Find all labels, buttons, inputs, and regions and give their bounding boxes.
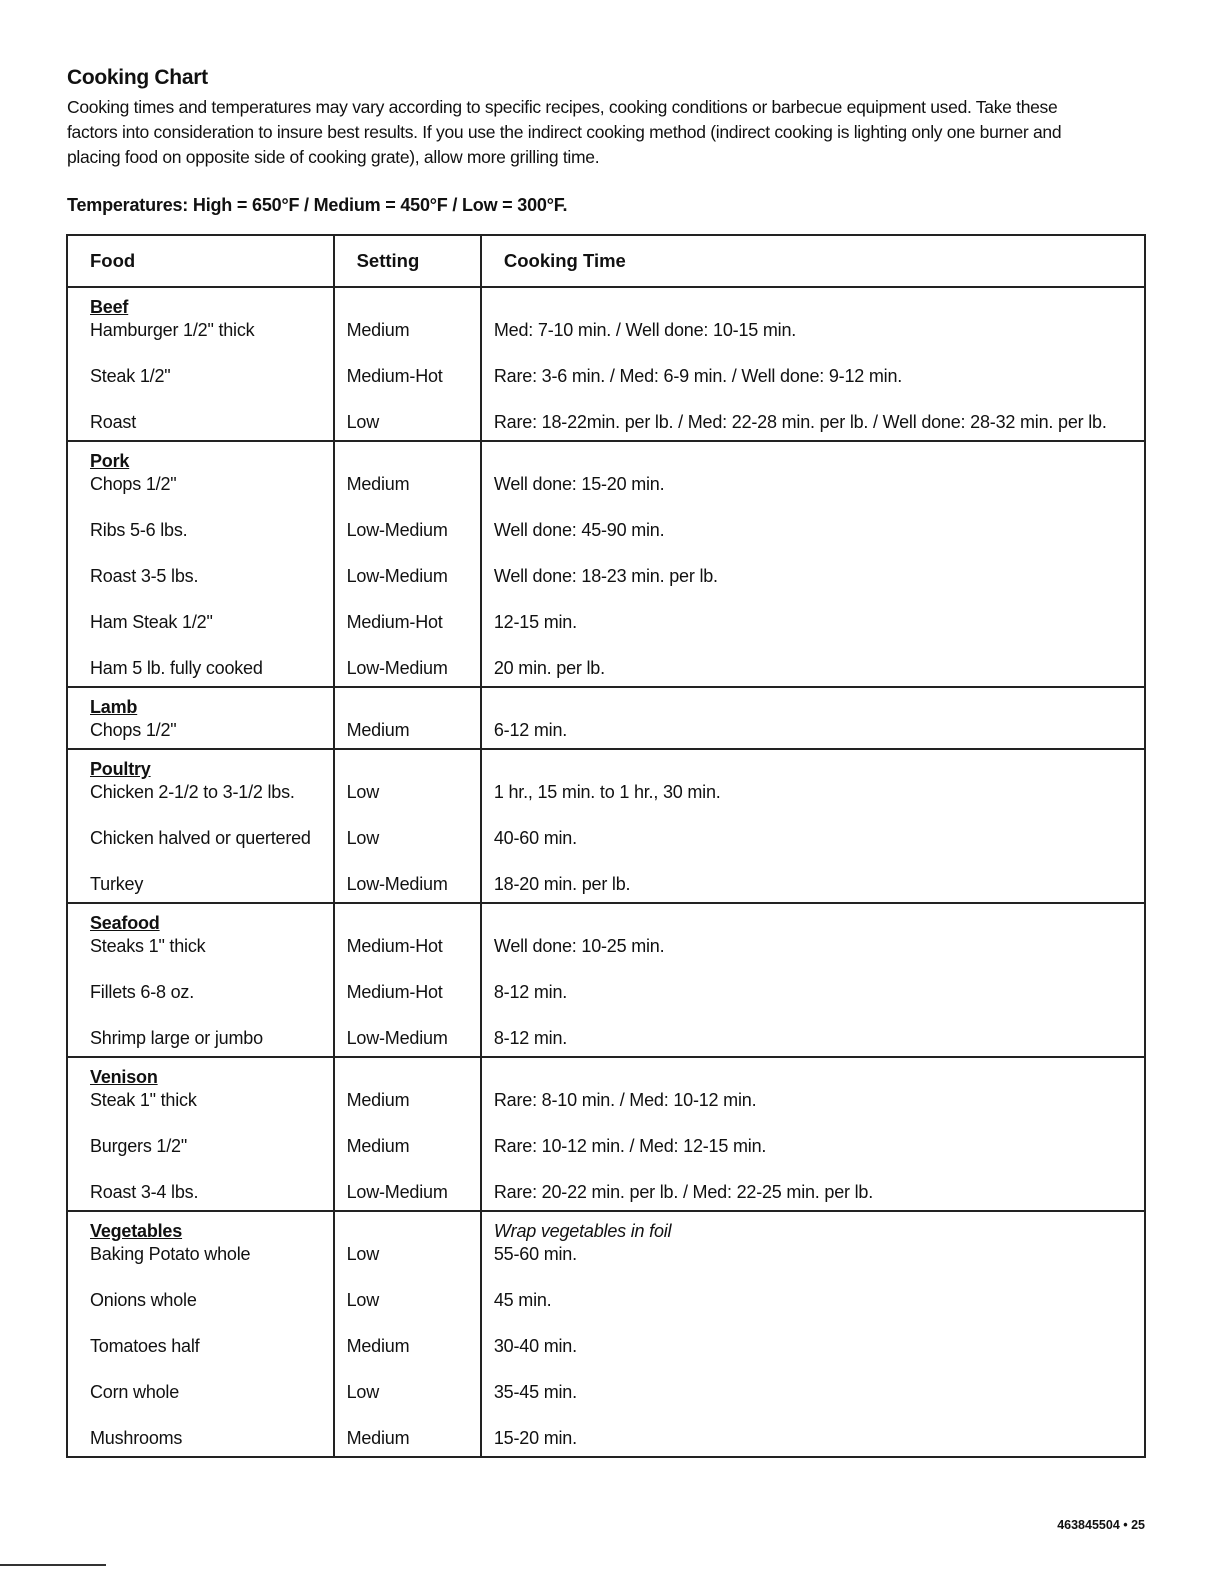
food-item: Corn whole bbox=[90, 1382, 180, 1402]
setting-cell bbox=[334, 749, 481, 903]
food-item: Roast 3-4 lbs. bbox=[90, 1182, 199, 1202]
cooking-time-value: 12-15 min. bbox=[493, 612, 577, 632]
food-item: Roast 3-5 lbs. bbox=[90, 566, 199, 586]
cooking-time-value: Well done: 45-90 min. bbox=[493, 520, 665, 540]
divider bbox=[0, 1564, 106, 1566]
setting-value: Low-Medium bbox=[346, 874, 448, 894]
setting-value: Low bbox=[346, 828, 379, 848]
setting-value: Low bbox=[346, 1244, 379, 1264]
food-item: Hamburger 1/2" thick bbox=[90, 320, 255, 340]
food-item: Ham Steak 1/2" bbox=[90, 612, 213, 632]
setting-value: Low-Medium bbox=[346, 1028, 448, 1048]
setting-value: Low bbox=[346, 412, 379, 432]
food-cell bbox=[67, 287, 334, 441]
setting-cell bbox=[334, 287, 481, 441]
food-item: Burgers 1/2" bbox=[90, 1136, 188, 1156]
intro-paragraph bbox=[67, 95, 1152, 170]
food-item: Chicken 2-1/2 to 3-1/2 lbs. bbox=[90, 782, 295, 802]
category-heading: Beef bbox=[90, 297, 129, 317]
cooking-time-value: 1 hr., 15 min. to 1 hr., 30 min. bbox=[493, 782, 721, 802]
setting-value: Medium-Hot bbox=[346, 982, 443, 1002]
setting-value: Medium-Hot bbox=[346, 612, 443, 632]
food-cell bbox=[67, 1211, 334, 1457]
cooking-time-value: 6-12 min. bbox=[493, 720, 568, 740]
setting-value: Medium bbox=[346, 1336, 410, 1356]
page-footer: 463845504 • 25 bbox=[1057, 1518, 1145, 1532]
header-setting: Setting bbox=[334, 235, 481, 287]
cooking-time-value: 35-45 min. bbox=[493, 1382, 577, 1402]
cooking-time-value: 30-40 min. bbox=[493, 1336, 577, 1356]
cooking-time-value: 8-12 min. bbox=[493, 1028, 568, 1048]
food-item: Chicken halved or quertered bbox=[90, 828, 311, 848]
setting-cell bbox=[334, 687, 481, 749]
cooking-time-cell bbox=[481, 1057, 1145, 1211]
header-food: Food bbox=[67, 235, 334, 287]
cooking-time-value: Rare: 8-10 min. / Med: 10-12 min. bbox=[493, 1090, 757, 1110]
cooking-time-cell bbox=[481, 287, 1145, 441]
table-row bbox=[67, 1211, 1145, 1457]
table-row bbox=[67, 903, 1145, 1057]
intro-line: Cooking times and temperatures may vary according to specific recipes, cooking conditions or barbecue equipment used. Take these bbox=[67, 97, 1058, 117]
setting-value: Medium bbox=[346, 474, 410, 494]
cooking-time-value: Well done: 18-23 min. per lb. bbox=[493, 566, 718, 586]
cooking-time-value: Rare: 10-12 min. / Med: 12-15 min. bbox=[493, 1136, 767, 1156]
cooking-time-value: 15-20 min. bbox=[493, 1428, 577, 1448]
table-row bbox=[67, 287, 1145, 441]
category-heading: Pork bbox=[90, 451, 130, 471]
group-note: Wrap vegetables in foil bbox=[493, 1221, 672, 1241]
page-title: Cooking Chart bbox=[67, 66, 208, 89]
cooking-time-cell bbox=[481, 1211, 1145, 1457]
food-item: Baking Potato whole bbox=[90, 1244, 251, 1264]
setting-value: Low-Medium bbox=[346, 1182, 448, 1202]
setting-cell bbox=[334, 1057, 481, 1211]
intro-line: factors into consideration to insure best results. If you use the indirect cooking method (indirect cooking is lighting only one burner and bbox=[67, 122, 1062, 142]
setting-value: Medium bbox=[346, 320, 410, 340]
cooking-time-value: Well done: 15-20 min. bbox=[493, 474, 665, 494]
food-cell bbox=[67, 687, 334, 749]
food-item: Steak 1" thick bbox=[90, 1090, 197, 1110]
food-item: Roast bbox=[90, 412, 137, 432]
cooking-time-cell bbox=[481, 749, 1145, 903]
food-item: Onions whole bbox=[90, 1290, 197, 1310]
cooking-time-value: Rare: 3-6 min. / Med: 6-9 min. / Well done: 9-12 min. bbox=[493, 366, 903, 386]
food-cell bbox=[67, 749, 334, 903]
setting-value: Low bbox=[346, 1382, 379, 1402]
cooking-time-value: 55-60 min. bbox=[493, 1244, 577, 1264]
setting-value: Low bbox=[346, 782, 379, 802]
cooking-chart-table bbox=[66, 234, 1146, 1458]
food-item: Tomatoes half bbox=[90, 1336, 200, 1356]
food-item: Ham 5 lb. fully cooked bbox=[90, 658, 263, 678]
intro-line: placing food on opposite side of cooking grate), allow more grilling time. bbox=[67, 147, 600, 167]
cooking-time-value: 8-12 min. bbox=[493, 982, 568, 1002]
category-heading: Lamb bbox=[90, 697, 138, 717]
cooking-time-value: 20 min. per lb. bbox=[493, 658, 605, 678]
cooking-time-value: Well done: 10-25 min. bbox=[493, 936, 665, 956]
setting-value: Low-Medium bbox=[346, 658, 448, 678]
setting-value: Medium bbox=[346, 1090, 410, 1110]
food-item: Fillets 6-8 oz. bbox=[90, 982, 195, 1002]
cooking-time-value: 40-60 min. bbox=[493, 828, 577, 848]
food-item: Shrimp large or jumbo bbox=[90, 1028, 263, 1048]
category-heading: Vegetables bbox=[90, 1221, 183, 1241]
setting-cell bbox=[334, 1211, 481, 1457]
table-body bbox=[67, 287, 1145, 1457]
food-cell bbox=[67, 903, 334, 1057]
setting-value: Medium-Hot bbox=[346, 936, 443, 956]
setting-value: Medium-Hot bbox=[346, 366, 443, 386]
setting-value: Medium bbox=[346, 720, 410, 740]
category-heading: Venison bbox=[90, 1067, 158, 1087]
food-cell bbox=[67, 441, 334, 687]
setting-cell bbox=[334, 903, 481, 1057]
food-item: Ribs 5-6 lbs. bbox=[90, 520, 188, 540]
category-heading: Seafood bbox=[90, 913, 160, 933]
table-row bbox=[67, 687, 1145, 749]
food-item: Turkey bbox=[90, 874, 144, 894]
temperatures-line: Temperatures: High = 650°F / Medium = 450°F / Low = 300°F. bbox=[67, 195, 568, 215]
cooking-time-value: 18-20 min. per lb. bbox=[493, 874, 631, 894]
setting-value: Low-Medium bbox=[346, 566, 448, 586]
cooking-time-value: Med: 7-10 min. / Well done: 10-15 min. bbox=[493, 320, 797, 340]
food-cell bbox=[67, 1057, 334, 1211]
cooking-time-cell bbox=[481, 903, 1145, 1057]
setting-value: Medium bbox=[346, 1428, 410, 1448]
setting-value: Medium bbox=[346, 1136, 410, 1156]
food-item: Steak 1/2" bbox=[90, 366, 171, 386]
cooking-time-value: Rare: 18-22min. per lb. / Med: 22-28 min. per lb. / Well done: 28-32 min. per lb. bbox=[493, 412, 1107, 432]
table-row bbox=[67, 441, 1145, 687]
category-heading: Poultry bbox=[90, 759, 151, 779]
cooking-time-cell bbox=[481, 441, 1145, 687]
food-item: Steaks 1" thick bbox=[90, 936, 206, 956]
cooking-time-cell bbox=[481, 687, 1145, 749]
table-row bbox=[67, 749, 1145, 903]
cooking-time-value: Rare: 20-22 min. per lb. / Med: 22-25 min. per lb. bbox=[493, 1182, 874, 1202]
cooking-time-value: 45 min. bbox=[493, 1290, 552, 1310]
table-header-row bbox=[67, 235, 1145, 287]
setting-value: Low bbox=[346, 1290, 379, 1310]
table-row bbox=[67, 1057, 1145, 1211]
food-item: Chops 1/2" bbox=[90, 720, 177, 740]
setting-cell bbox=[334, 441, 481, 687]
food-item: Mushrooms bbox=[90, 1428, 183, 1448]
header-cooking-time: Cooking Time bbox=[481, 235, 1145, 287]
food-item: Chops 1/2" bbox=[90, 474, 177, 494]
setting-value: Low-Medium bbox=[346, 520, 448, 540]
